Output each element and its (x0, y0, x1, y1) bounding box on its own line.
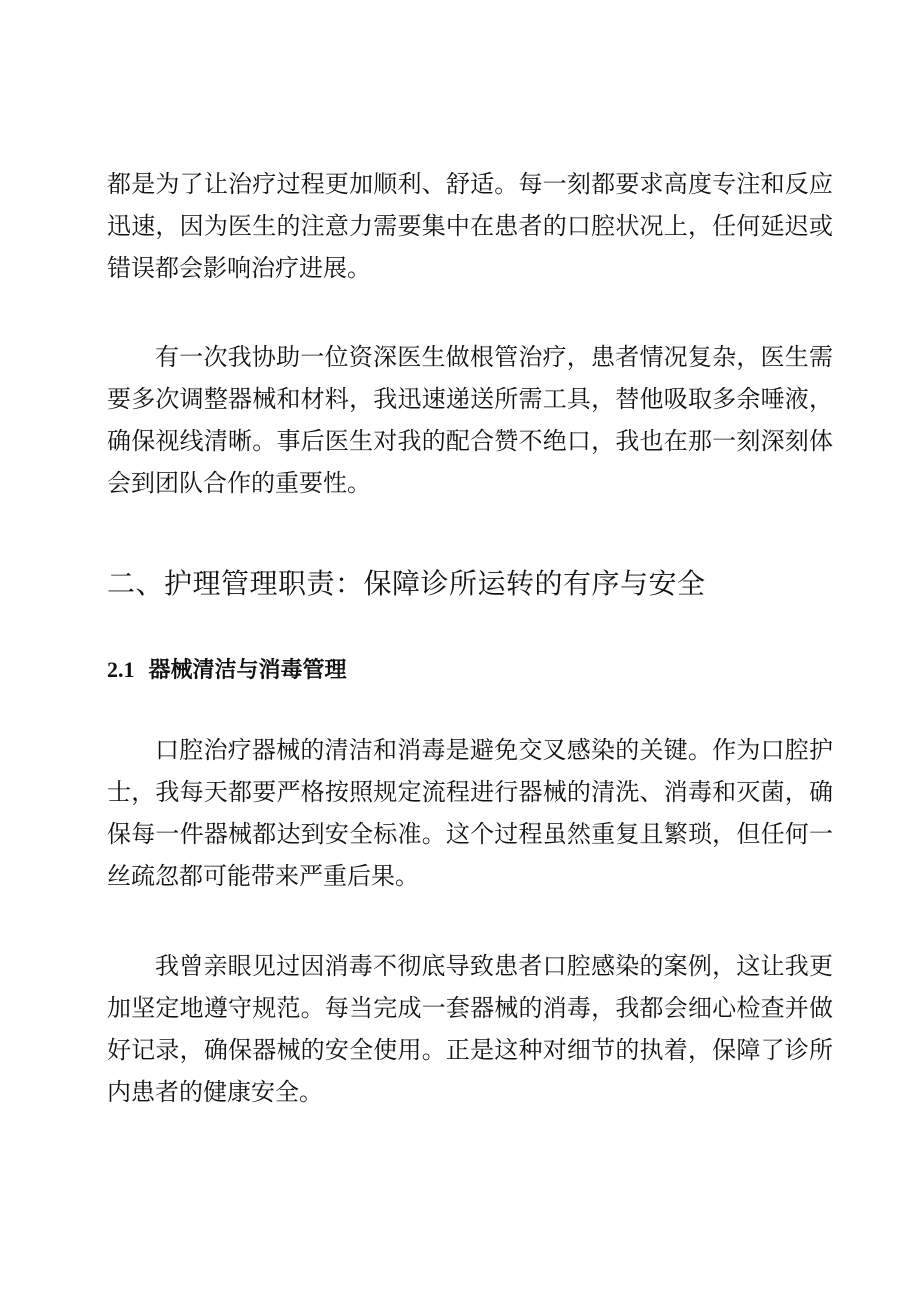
paragraph-continued-block (107, 163, 833, 289)
subsection-title: 器械清洁与消毒管理 (148, 658, 347, 683)
paragraph-cleaning: 口腔治疗器械的清洁和消毒是避免交叉感染的关键。作为口腔护士，我每天都要严格按照规定流程进行器械的清洗、消毒和灭菌，确保每一件器械都达到安全标准。这个过程虽然重复且繁琐，但任何一丝疏忽都可能带来严重后果。 (107, 736, 833, 890)
subsection-heading-block (107, 655, 833, 686)
paragraph-case: 我曾亲眼见过因消毒不彻底导致患者口腔感染的案例，这让我更加坚定地遵守规范。每当完成一套器械的消毒，我都会细心检查并做好记录，确保器械的安全使用。正是这种对细节的执着，保障了诊所内患者的健康安全。 (107, 952, 833, 1106)
paragraph-case-block (107, 945, 833, 1113)
subsection-number: 2.1 (107, 657, 135, 682)
paragraph-root-canal-block (107, 336, 833, 504)
paragraph-cleaning-block (107, 729, 833, 897)
paragraph-continued: 都是为了让治疗过程更加顺利、舒适。每一刻都要求高度专注和反应迅速，因为医生的注意力需要集中在患者的口腔状况上，任何延迟或错误都会影响治疗进展。 (107, 170, 833, 282)
section-heading: 二、护理管理职责：保障诊所运转的有序与安全 (107, 567, 706, 600)
section-heading-block (107, 566, 833, 602)
subsection-heading (107, 655, 833, 686)
paragraph-root-canal: 有一次我协助一位资深医生做根管治疗，患者情况复杂，医生需要多次调整器械和材料，我迅速递送所需工具，替他吸取多余唾液，确保视线清晰。事后医生对我的配合赞不绝口，我也在那一刻深刻体会到团队合作的重要性。 (107, 343, 833, 497)
